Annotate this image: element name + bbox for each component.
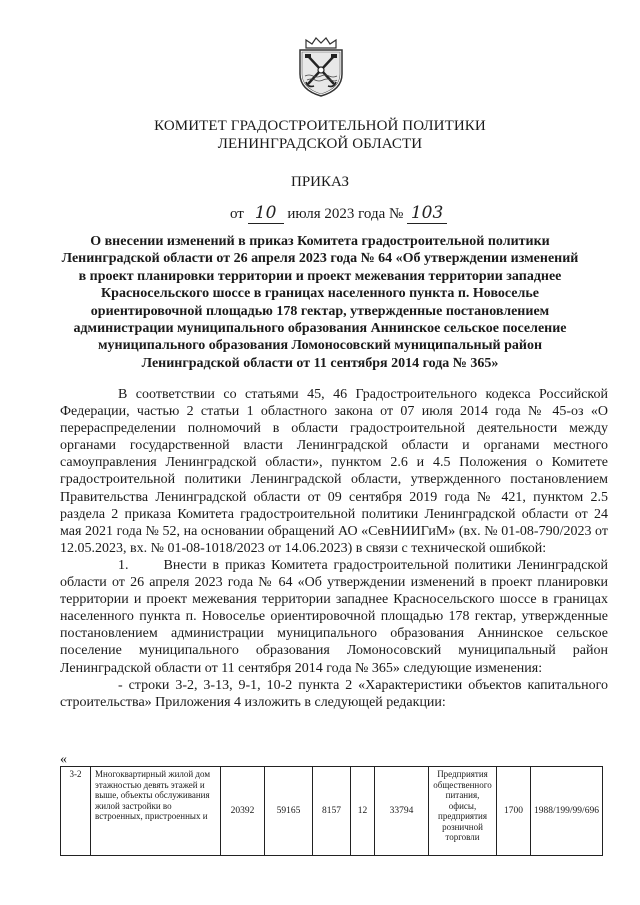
date-rest: июля 2023 года № <box>287 206 404 222</box>
date-day-handwritten: 10 <box>248 203 284 224</box>
date-prefix: от <box>230 206 244 222</box>
table-cell-value: 20392 <box>221 767 265 856</box>
table-cell-value: 33794 <box>375 767 429 856</box>
characteristics-table <box>60 766 603 856</box>
table-cell-description: Многоквартирный жилой дом этажностью девять этажей и выше, объекты обслуживания жилой застройки во встроенных, пристроенных и <box>91 767 221 856</box>
coat-of-arms-emblem <box>296 36 346 98</box>
table-cell-code: 3-2 <box>61 767 91 856</box>
table-cell-value: 12 <box>351 767 375 856</box>
document-number-handwritten: 103 <box>407 203 447 224</box>
table-cell-value: 59165 <box>265 767 313 856</box>
table-cell-value: 8157 <box>313 767 351 856</box>
table-cell-value: 1988/199/99/696 <box>531 767 603 856</box>
organization-name-line2: ЛЕНИНГРАДСКОЙ ОБЛАСТИ <box>217 136 423 152</box>
table-row <box>61 767 603 856</box>
document-title: О внесении изменений в приказ Комитета градостроительной политики Ленинградской области от 26 апреля 2023 года № 64 «Об утверждении изменений в проект планировки территории и проект межевания территории западнее Красносельского шоссе в границах населенного пункта п. Новоселье ориентировочной площадью 178 гектар, утвержденные постановлением администрации муниципального образования Аннинское сельское поселение муниципального образования Ломоносовский муниципальный район Ленинградской области от 11 сентября 2014 года № 365» <box>61 234 579 371</box>
date-line <box>230 203 447 224</box>
table-cell-value: 1700 <box>497 767 531 856</box>
document-kind: ПРИКАЗ <box>291 174 349 190</box>
body-paragraph-3: - строки 3-2, 3-13, 9-1, 10-2 пункта 2 «Характеристики объектов капитального строительства» Приложения 4 изложить в следующей редакции: <box>60 677 608 710</box>
document-body <box>60 386 612 711</box>
opening-quote-mark: « <box>60 752 67 767</box>
table-cell-facilities: Предприятия общественного питания, офисы, предприятия розничной торговли <box>429 767 497 856</box>
organization-name-line1: КОМИТЕТ ГРАДОСТРОИТЕЛЬНОЙ ПОЛИТИКИ <box>154 118 486 134</box>
body-paragraph-2: 1. Внести в приказ Комитета градостроительной политики Ленинградской области от 26 апреля 2023 года № 64 «Об утверждении изменений в проект планировки территории и проект межевания территории западнее Красносельского шоссе в границах населенного пункта п. Новоселье ориентировочной площадью 178 гектар, утвержденные постановлением администрации муниципального образования Аннинское сельское поселение муниципального образования Ломоносовский муниципальный район Ленинградской области от 11 сентября 2014 года № 365» следующие изменения: <box>60 557 612 676</box>
body-paragraph-1: В соответствии со статьями 45, 46 Градостроительного кодекса Российской Федерации, частью 2 статьи 1 областного закона от 07 июля 2014 года № 45-оз «О перераспределении полномочий в области градостроительной деятельности между органами государственной власти Ленинградской области и органами местного самоуправления Ленинградской области», пунктом 2.6 и 4.5 Положения о Комитете градостроительной политики Ленинградской области, утвержденного постановлением Правительства Ленинградской области от 09 сентября 2019 года № 421, пунктом 2.5 раздела 2 приказа Комитета градостроительной политики Ленинградской области от 24 мая 2021 года № 52, на основании обращений АО «СевНИИГиМ» (вх. № 01-08-790/2023 от 12.05.2023, вх. № 01-08-1018/2023 от 14.06.2023) в связи с технической ошибкой: <box>60 387 608 556</box>
